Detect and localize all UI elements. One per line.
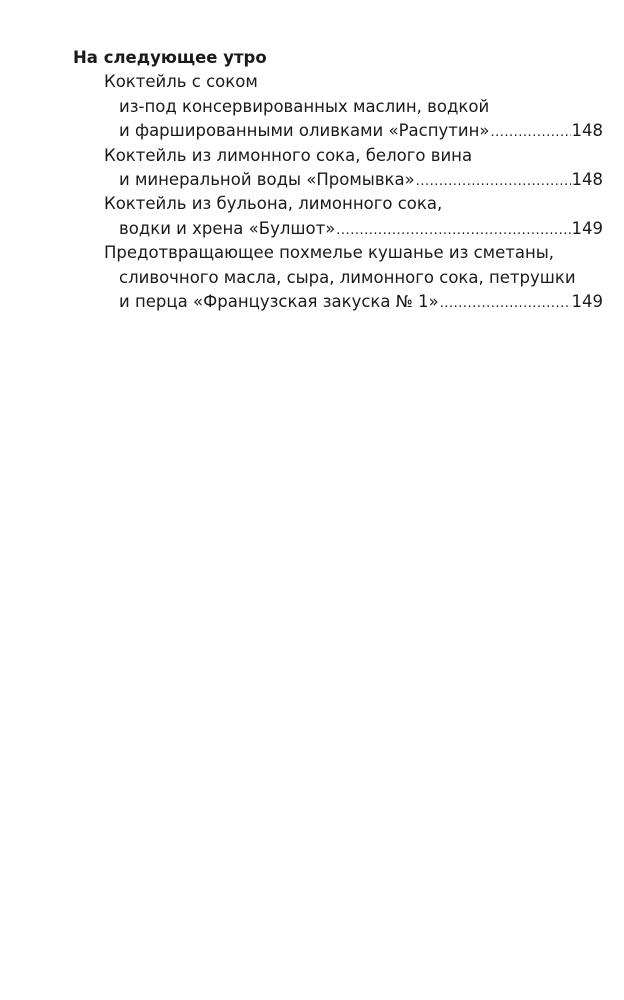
page-number: 149 <box>571 218 603 238</box>
dot-leader <box>416 170 571 194</box>
entry-line: Коктейль из бульона, лимонного сока, <box>104 194 443 214</box>
entry-line: Коктейль из лимонного сока, белого вина <box>104 145 473 165</box>
entry-line: и фаршированными оливками «Распутин» <box>119 121 490 141</box>
entry-line: Предотвращающее похмелье кушанье из сметаны, <box>104 243 555 263</box>
entry-last-line <box>73 168 603 192</box>
page-number: 149 <box>571 291 603 311</box>
dot-leader <box>491 121 571 145</box>
toc-entry[interactable] <box>73 70 603 143</box>
entry-line: и перца «Французская закуска № 1» <box>119 291 439 311</box>
section-title: На следующее утро <box>73 48 267 67</box>
entry-line: водки и хрена «Булшот» <box>119 218 336 238</box>
toc-entry[interactable] <box>73 144 603 193</box>
dot-leader <box>440 292 571 316</box>
entry-line: Коктейль с соком <box>104 72 258 92</box>
toc-entry[interactable] <box>73 241 603 314</box>
entry-line: сливочного масла, сыра, лимонного сока, петрушки <box>119 267 576 287</box>
page-number: 148 <box>571 169 603 189</box>
entry-last-line <box>73 119 603 143</box>
toc-entry[interactable] <box>73 192 603 241</box>
entry-line: и минеральной воды «Промывка» <box>119 169 415 189</box>
dot-leader <box>336 219 570 243</box>
page-number: 148 <box>571 121 603 141</box>
entry-last-line <box>73 290 603 314</box>
entry-line: из-под консервированных маслин, водкой <box>119 96 490 116</box>
entry-last-line <box>73 217 603 241</box>
table-of-contents <box>73 46 603 314</box>
